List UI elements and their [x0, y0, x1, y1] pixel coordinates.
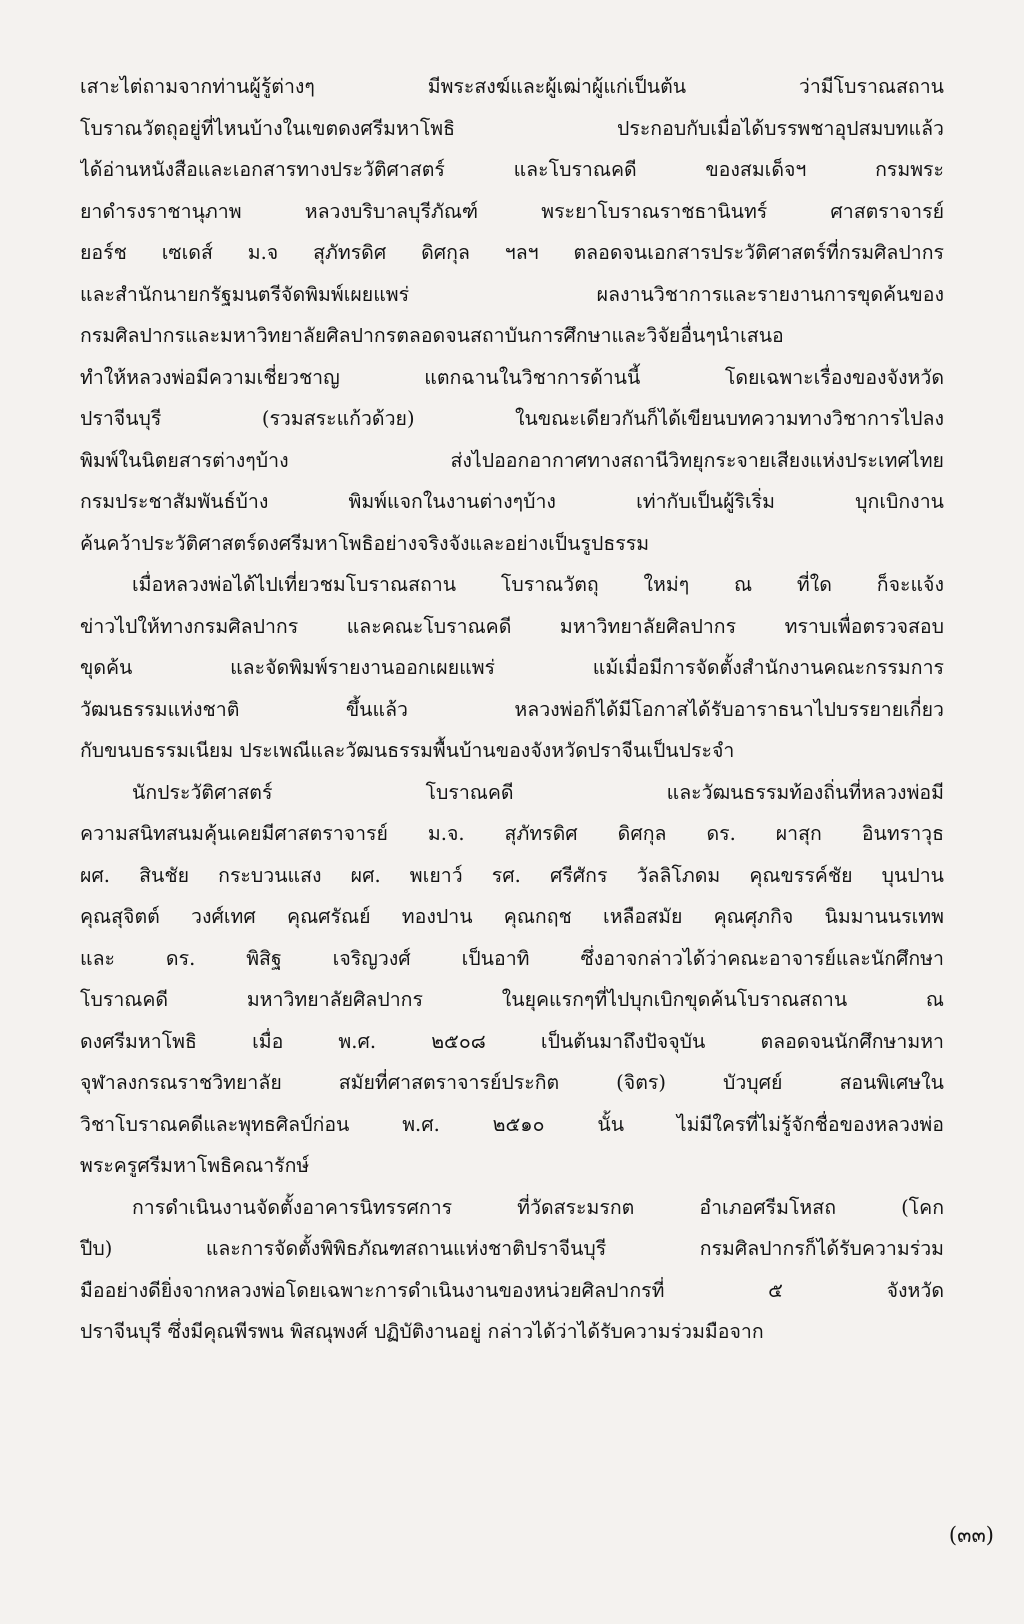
text-line: ยอร์ช เซเดส์ ม.จ สุภัทรดิศ ดิศกุล ฯลฯ ตลอดจนเอกสารประวัติศาสตร์ที่กรมศิลปากร [80, 241, 944, 264]
paragraph [80, 564, 944, 772]
text-line: ทำให้หลวงพ่อมีความเชี่ยวชาญ แตกฉานในวิชาการด้านนี้ โดยเฉพาะเรื่องของจังหวัด [80, 365, 944, 389]
text-line: โบราณคดี มหาวิทยาลัยศิลปากร ในยุคแรกๆที่ไปบุกเบิกขุดค้นโบราณสถาน ณ [80, 988, 944, 1011]
text-line: ข่าวไปให้ทางกรมศิลปากร และคณะโบราณคดี มหาวิทยาลัยศิลปากร ทราบเพื่อตรวจสอบ [80, 614, 944, 638]
text-line: ปราจีนบุรี ซึ่งมีคุณพีรพน พิสณุพงศ์ ปฏิบัติงานอยู่ กล่าวได้ว่าได้รับความร่วมมือจาก [80, 1320, 764, 1343]
text-line: มืออย่างดียิ่งจากหลวงพ่อโดยเฉพาะการดำเนินงานของหน่วยศิลปากรที่ ๕ จังหวัด [80, 1278, 944, 1302]
text-line: โบราณวัตถุอยู่ที่ไหนบ้างในเขตดงศรีมหาโพธิ ประกอบกับเมื่อได้บรรพชาอุปสมบทแล้ว [80, 116, 944, 140]
text-line: พิมพ์ในนิตยสารต่างๆบ้าง ส่งไปออกอากาศทางสถานีวิทยุกระจายเสียงแห่งประเทศไทย [80, 448, 944, 472]
text-line: เมื่อหลวงพ่อได้ไปเที่ยวชมโบราณสถาน โบราณวัตถุ ใหม่ๆ ณ ที่ใด ก็จะแจ้ง [132, 573, 944, 596]
text-line: คุณสุจิตต์ วงศ์เทศ คุณศรัณย์ ทองปาน คุณกฤช เหลือสมัย คุณศุภกิจ นิมมานนรเทพ [80, 905, 944, 928]
paragraph [80, 66, 944, 564]
text-line: เสาะไต่ถามจากท่านผู้รู้ต่างๆ มีพระสงฆ์และผู้เฒ่าผู้แก่เป็นต้น ว่ามีโบราณสถาน [80, 75, 944, 98]
text-line: กับขนบธรรมเนียม ประเพณีและวัฒนธรรมพื้นบ้านของจังหวัดปราจีนเป็นประจำ [80, 739, 735, 762]
text-line: และสำนักนายกรัฐมนตรีจัดพิมพ์เผยแพร่ ผลงานวิชาการและรายงานการขุดค้นของ [80, 282, 944, 306]
text-line: จุฬาลงกรณราชวิทยาลัย สมัยที่ศาสตราจารย์ประกิต (จิตร) บัวบุศย์ สอนพิเศษใน [80, 1071, 944, 1094]
body-text [80, 66, 944, 1353]
text-line: กรมศิลปากรและมหาวิทยาลัยศิลปากรตลอดจนสถาบันการศึกษาและวิจัยอื่นๆนำเสนอ [80, 324, 784, 347]
text-line: ขุดค้น และจัดพิมพ์รายงานออกเผยแพร่ แม้เมื่อมีการจัดตั้งสำนักงานคณะกรรมการ [80, 656, 944, 679]
text-line: และ ดร. พิสิฐ เจริญวงศ์ เป็นอาทิ ซึ่งอาจกล่าวได้ว่าคณะอาจารย์และนักศึกษา [80, 946, 944, 970]
text-line: ดงศรีมหาโพธิ เมื่อ พ.ศ. ๒๕๐๘ เป็นต้นมาถึงปัจจุบัน ตลอดจนนักศึกษามหา [80, 1029, 944, 1053]
text-line: นักประวัติศาสตร์ โบราณคดี และวัฒนธรรมท้องถิ่นที่หลวงพ่อมี [132, 780, 944, 804]
text-line: ยาดำรงราชานุภาพ หลวงบริบาลบุรีภัณฑ์ พระยาโบราณราชธานินทร์ ศาสตราจารย์ [80, 199, 944, 223]
paragraph [80, 1187, 944, 1353]
text-line: วิชาโบราณคดีและพุทธศิลป์ก่อน พ.ศ. ๒๕๑๐ นั้น ไม่มีใครที่ไม่รู้จักชื่อของหลวงพ่อ [80, 1112, 944, 1136]
text-line: พระครูศรีมหาโพธิคณารักษ์ [80, 1154, 310, 1177]
text-line: ค้นคว้าประวัติศาสตร์ดงศรีมหาโพธิอย่างจริงจังและอย่างเป็นรูปธรรม [80, 531, 650, 555]
text-line: การดำเนินงานจัดตั้งอาคารนิทรรศการ ที่วัดสระมรกต อำเภอศรีมโหสถ (โคก [132, 1195, 944, 1219]
text-line: วัฒนธรรมแห่งชาติ ขึ้นแล้ว หลวงพ่อก็ได้มีโอกาสได้รับอาราธนาไปบรรยายเกี่ยว [80, 697, 944, 721]
text-line: กรมประชาสัมพันธ์บ้าง พิมพ์แจกในงานต่างๆบ้าง เท่ากับเป็นผู้ริเริ่ม บุกเบิกงาน [80, 490, 944, 513]
paragraph [80, 772, 944, 1187]
page-number: (๓๓) [948, 1523, 994, 1547]
text-line: ความสนิทสนมคุ้นเคยมีศาสตราจารย์ ม.จ. สุภัทรดิศ ดิศกุล ดร. ผาสุก อินทราวุธ [80, 822, 944, 845]
text-line: ปีบ) และการจัดตั้งพิพิธภัณฑสถานแห่งชาติปราจีนบุรี กรมศิลปากรก็ได้รับความร่วม [80, 1237, 944, 1260]
text-line: ปราจีนบุรี (รวมสระแก้วด้วย) ในขณะเดียวกันก็ได้เขียนบทความทางวิชาการไปลง [80, 407, 944, 430]
text-line: ผศ. สินชัย กระบวนแสง ผศ. พเยาว์ รศ. ศรีศักร วัลลิโภดม คุณขรรค์ชัย บุนปาน [80, 863, 944, 887]
text-line: ได้อ่านหนังสือและเอกสารทางประวัติศาสตร์ และโบราณคดี ของสมเด็จฯ กรมพระ [80, 158, 944, 181]
